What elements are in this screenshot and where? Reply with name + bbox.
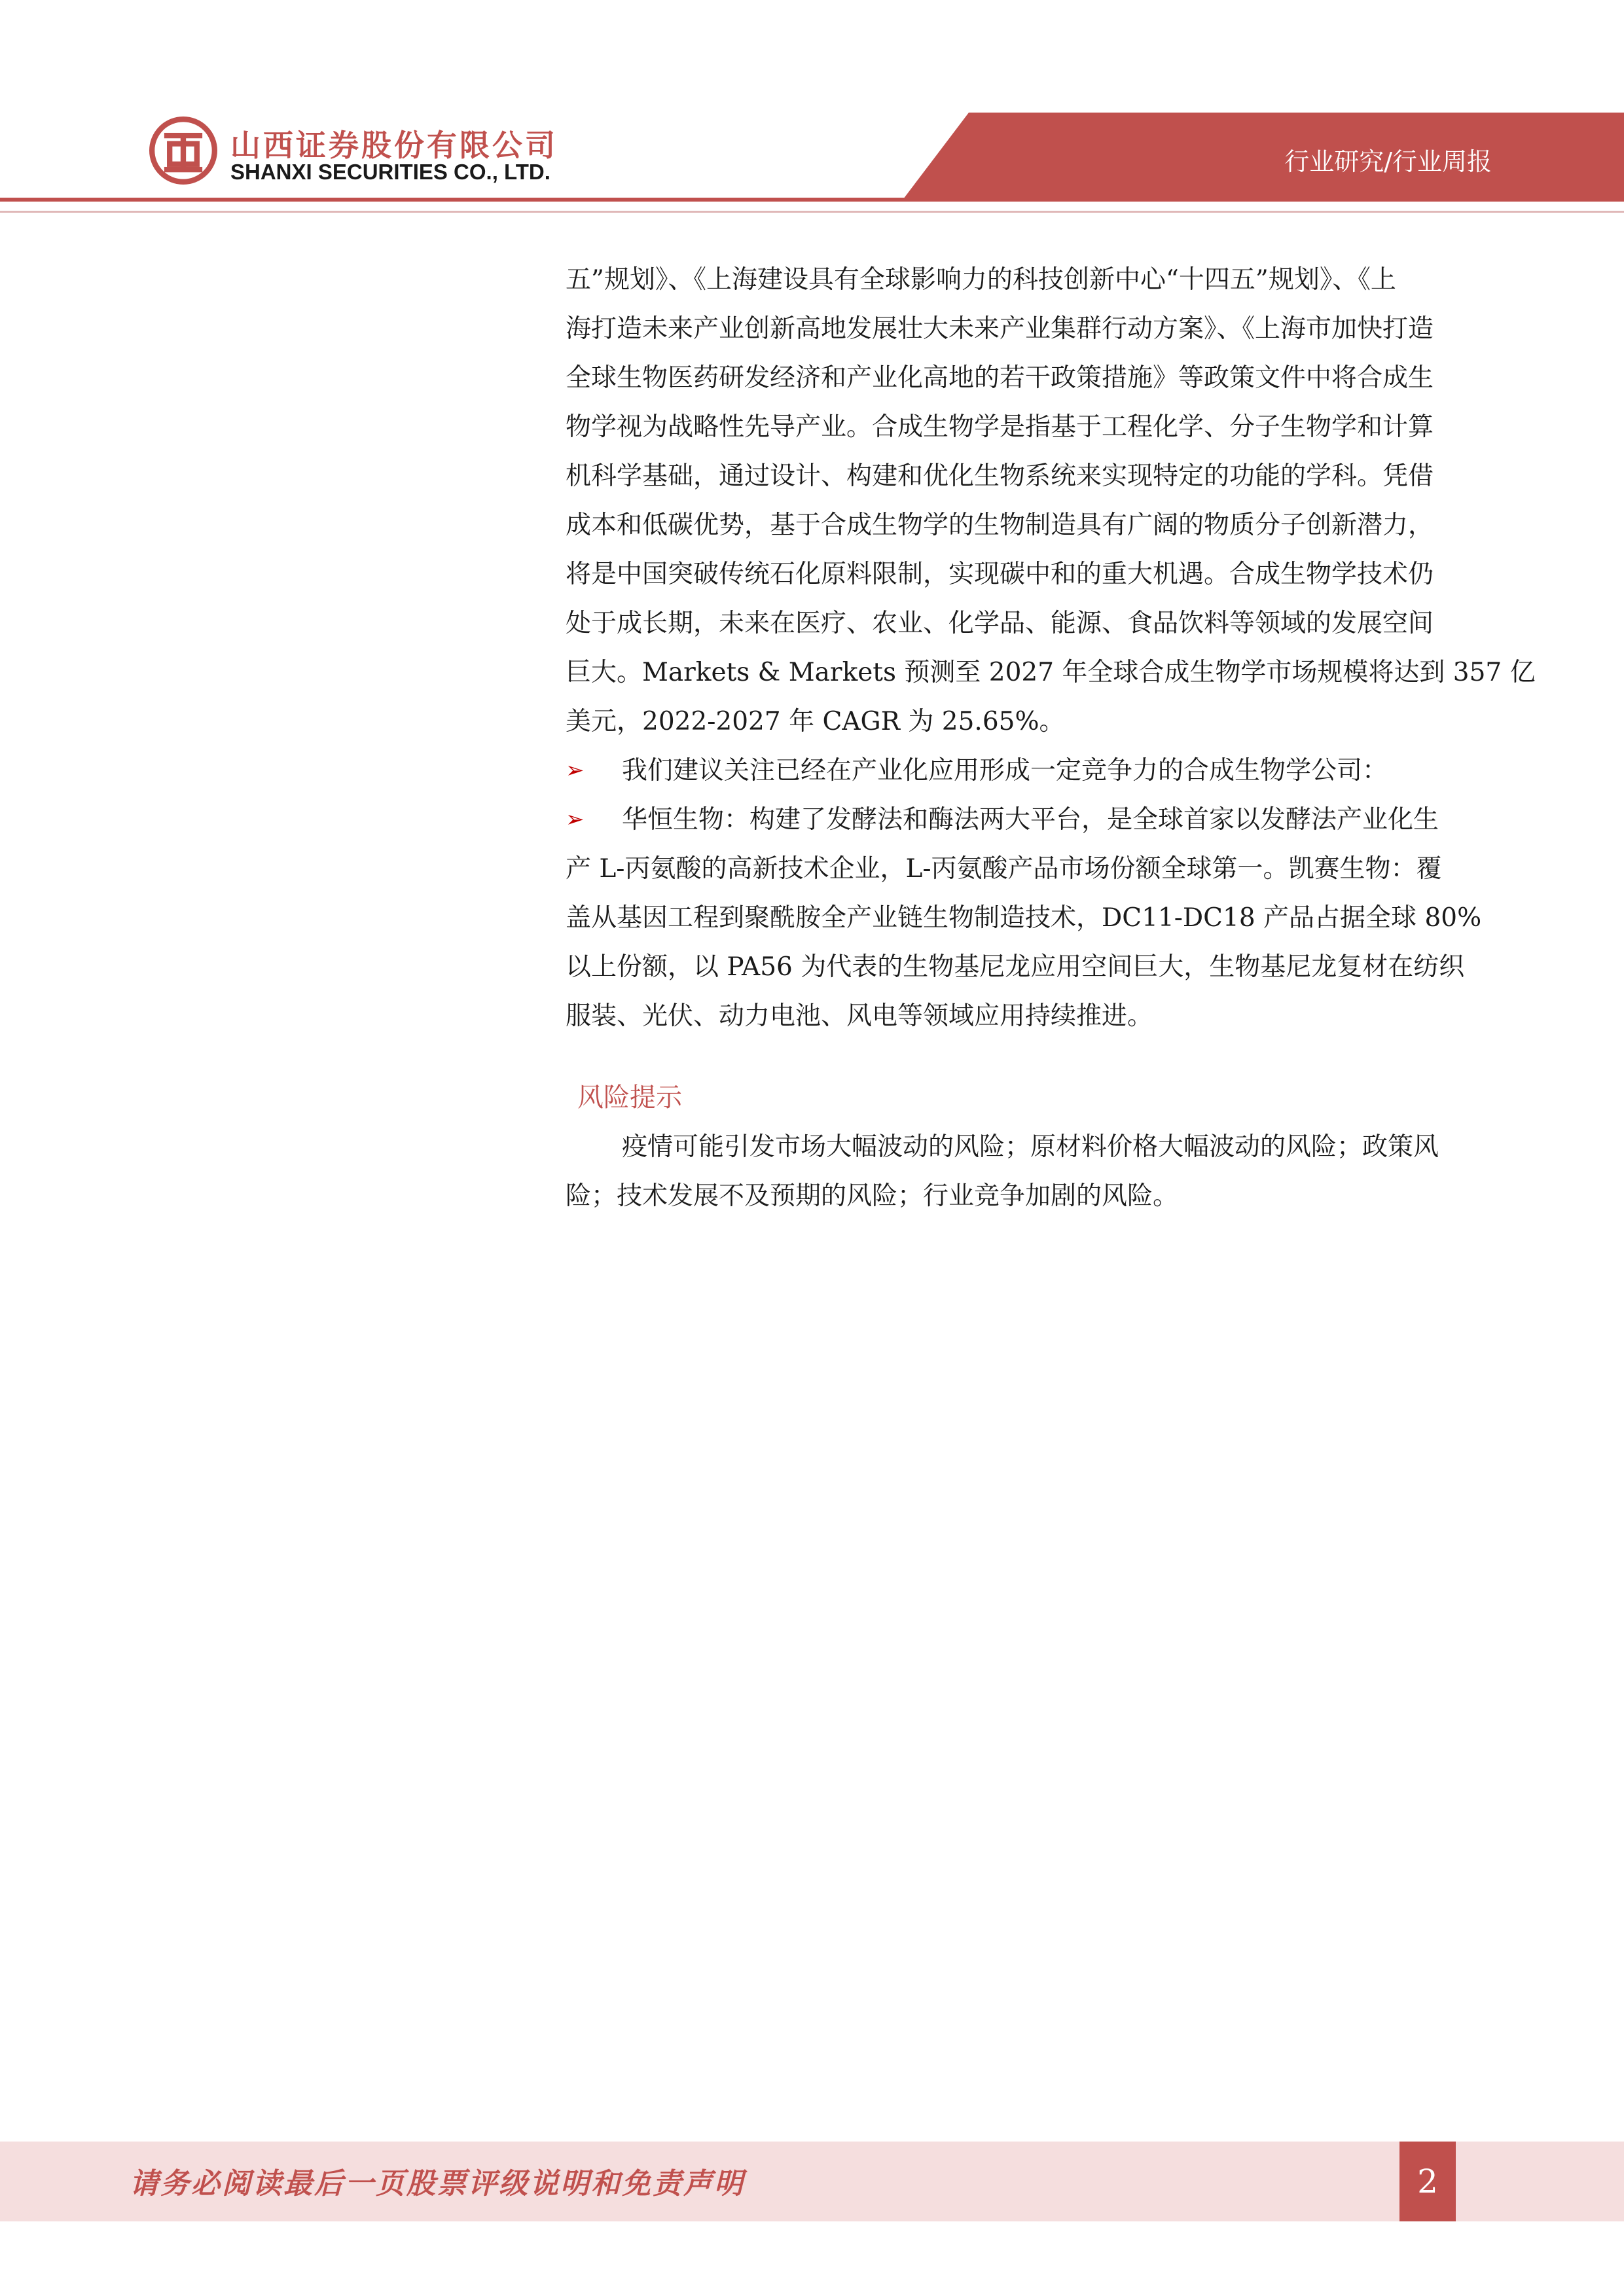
risk-text-line: 疫情可能引发市场大幅波动的风险；原材料价格大幅波动的风险；政策风 xyxy=(622,1132,1439,1162)
bullet-text: 华恒生物：构建了发酵法和酶法两大平台，是全球首家以发酵法产业化生 xyxy=(622,805,1439,834)
text-line: 成本和低碳优势，基于合成生物学的生物制造具有广阔的物质分子创新潜力， xyxy=(566,511,1434,540)
bullet-item xyxy=(566,795,1551,844)
text-line: 盖从基因工程到聚酰胺全产业链生物制造技术，DC11-DC18 产品占据全球 80% xyxy=(566,903,1482,933)
arrow-bullet-icon: ➢ xyxy=(566,757,585,783)
report-type-label: 行业研究/行业周报 xyxy=(1284,147,1492,176)
company-name-en: SHANXI SECURITIES CO., LTD. xyxy=(230,160,550,184)
risk-text-line: 险；技术发展不及预期的风险；行业竞争加剧的风险。 xyxy=(566,1181,1179,1211)
text-line: 五”规划》、《上海建设具有全球影响力的科技创新中心“十四五”规划》、《上 xyxy=(566,265,1396,295)
main-content xyxy=(566,255,1551,1221)
text-line: 以上份额，以 PA56 为代表的生物基尼龙应用空间巨大，生物基尼龙复材在纺织 xyxy=(566,952,1465,982)
text-line: 物学视为战略性先导产业。合成生物学是指基于工程化学、分子生物学和计算 xyxy=(566,412,1434,442)
page-number: 2 xyxy=(1399,2142,1456,2221)
text-line: 机科学基础，通过设计、构建和优化生物系统来实现特定的功能的学科。凭借 xyxy=(566,461,1434,491)
intro-paragraph xyxy=(566,255,1551,746)
text-line: 美元，2022-2027 年 CAGR 为 25.65%。 xyxy=(566,707,1065,736)
text-line: 海打造未来产业创新高地发展壮大未来产业集群行动方案》、《上海市加快打造 xyxy=(566,314,1434,344)
bullet-text: 我们建议关注已经在产业化应用形成一定竞争力的合成生物学公司： xyxy=(622,756,1388,785)
text-line: 产 L-丙氨酸的高新技术企业，L-丙氨酸产品市场份额全球第一。凯赛生物：覆 xyxy=(566,854,1442,884)
text-line: 处于成长期，未来在医疗、农业、化学品、能源、食品饮料等领域的发展空间 xyxy=(566,609,1434,638)
text-line: 将是中国突破传统石化原料限制，实现碳中和的重大机遇。合成生物学技术仍 xyxy=(566,560,1434,589)
company-name-cn: 山西证券股份有限公司 xyxy=(230,128,558,163)
text-line: 全球生物医药研发经济和产业化高地的若干政策措施》等政策文件中将合成生 xyxy=(566,363,1434,393)
company-logo-icon xyxy=(149,117,217,185)
text-line: 服装、光伏、动力电池、风电等领域应用持续推进。 xyxy=(566,1001,1153,1031)
header-divider xyxy=(0,198,1624,202)
risk-section-title: 风险提示 xyxy=(577,1083,682,1113)
bullet-item xyxy=(566,746,1551,795)
disclaimer-text: 请务必阅读最后一页股票评级说明和免责声明 xyxy=(130,2167,745,2200)
text-line: 巨大。Markets & Markets 预测至 2027 年全球合成生物学市场规模将达到 357 亿 xyxy=(566,658,1536,687)
header-divider-light xyxy=(0,211,1624,213)
arrow-bullet-icon: ➢ xyxy=(566,806,585,833)
